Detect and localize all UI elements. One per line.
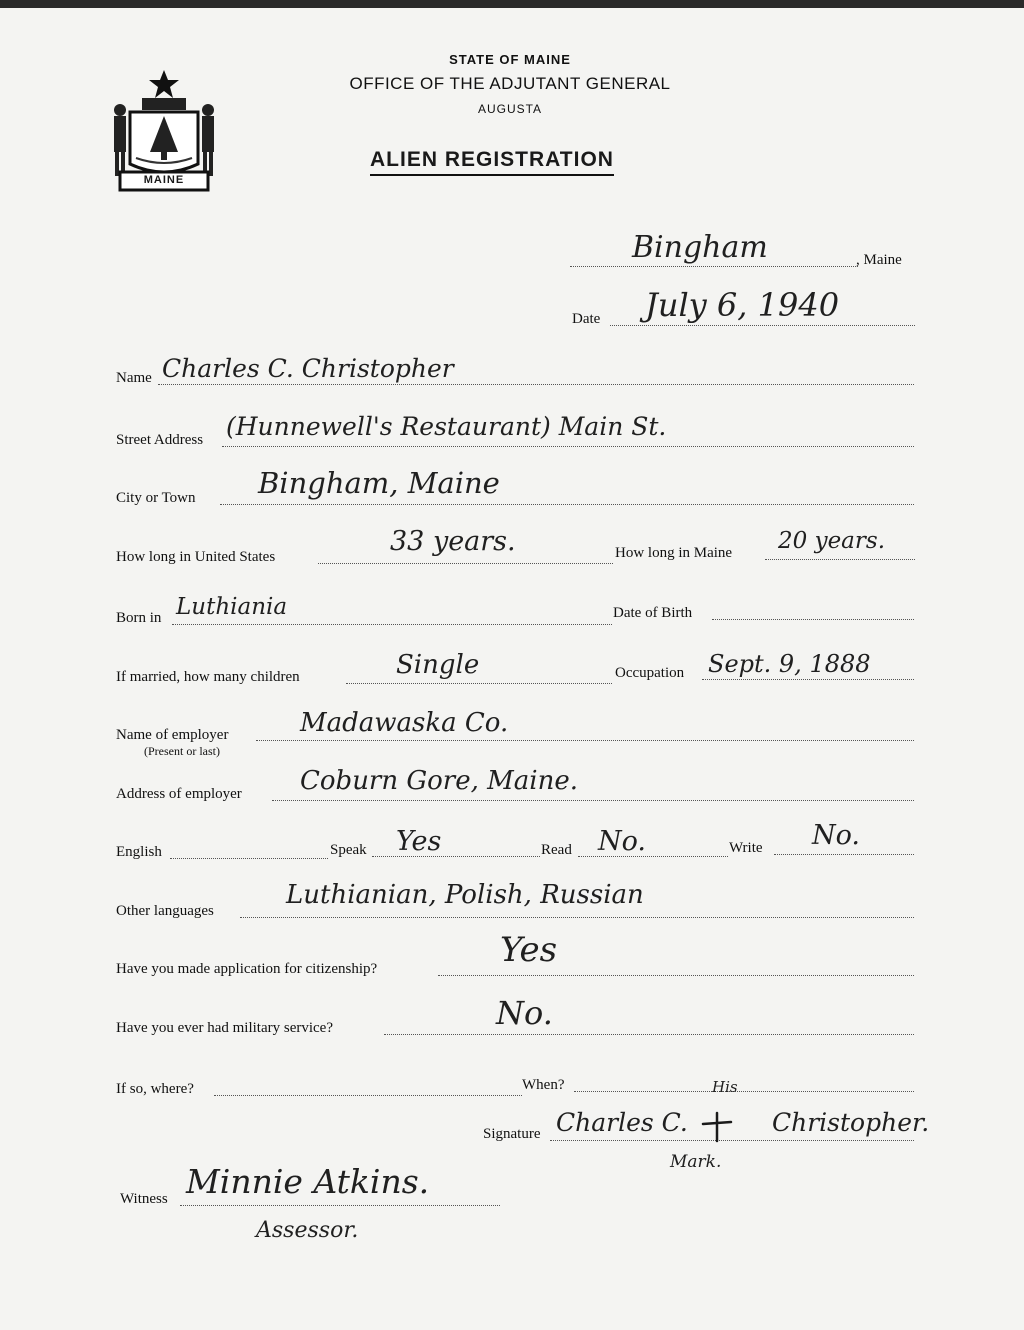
occupation-label: Occupation [615,665,685,681]
employer-line [256,740,914,741]
date-line [610,325,915,326]
witness-line [180,1205,500,1206]
signature-left: Charles C. [556,1108,688,1137]
military-label: Have you ever had military service? [116,1020,333,1036]
other-languages-label: Other languages [116,903,214,919]
signature-his: His [712,1078,738,1096]
street-line [222,446,914,447]
witness-label: Witness [120,1191,168,1207]
seal-ribbon-text: MAINE [143,174,185,186]
street-value: (Hunnewell's Restaurant) Main St. [226,412,667,441]
city-line [220,504,914,505]
name-line [158,384,914,385]
form-title: ALIEN REGISTRATION [370,148,614,176]
employer-address-value: Coburn Gore, Maine. [300,766,578,796]
born-in-label: Born in [116,610,162,626]
employer-label: Name of employer [116,727,229,743]
place-line [570,266,858,267]
where-line [214,1095,522,1096]
read-label: Read [541,842,572,858]
how-long-us-line [318,563,613,564]
english-line [170,858,328,859]
citizenship-value: Yes [500,930,558,970]
how-long-us-value: 33 years. [390,526,516,557]
children-line [346,683,612,684]
place-value: Bingham [632,230,768,265]
where-label: If so, where? [116,1081,194,1097]
other-languages-value: Luthianian, Polish, Russian [286,880,644,910]
dob-line [712,619,914,620]
date-label: Date [572,311,601,327]
english-label: English [116,844,162,860]
signature-cross-mark-icon [700,1110,734,1144]
military-line [384,1034,914,1035]
citizenship-line [438,975,914,976]
name-value: Charles C. Christopher [162,354,454,383]
write-value: No. [812,820,860,851]
how-long-maine-line [765,559,915,560]
employer-address-label: Address of employer [116,786,242,802]
dob-label: Date of Birth [613,605,693,621]
signature-right: Christopher. [772,1108,930,1137]
header-office: OFFICE OF THE ADJUTANT GENERAL [349,74,671,93]
name-label: Name [116,370,152,386]
city-label: City or Town [116,490,196,506]
when-label: When? [522,1077,565,1093]
when-line [574,1091,914,1092]
header-state: STATE OF MAINE [449,52,571,67]
witness-title: Assessor. [256,1218,359,1243]
employer-address-line [272,800,914,801]
maine-label: , Maine [856,252,902,268]
citizenship-label: Have you made application for citizenship? [116,961,378,977]
how-long-us-label: How long in United States [116,549,276,565]
occupation-value: Sept. 9, 1888 [708,650,871,678]
born-in-value: Luthiania [176,594,288,620]
occupation-line [702,679,914,680]
header-city: AUGUSTA [477,102,543,116]
employer-sublabel: (Present or last) [144,744,220,758]
how-long-maine-value: 20 years. [778,528,886,554]
street-label: Street Address [116,432,204,448]
other-languages-line [240,917,914,918]
read-value: No. [598,826,646,857]
signature-mark: Mark. [670,1152,722,1172]
born-in-line [172,624,612,625]
speak-label: Speak [330,842,367,858]
date-value: July 6, 1940 [645,286,840,324]
children-label: If married, how many children [116,669,300,685]
children-value: Single [396,650,480,680]
how-long-maine-label: How long in Maine [615,545,733,561]
city-value: Bingham, Maine [258,466,500,500]
military-value: No. [496,994,553,1032]
write-label: Write [729,840,763,856]
employer-value: Madawaska Co. [300,708,509,738]
write-line [774,854,914,855]
signature-label: Signature [483,1126,541,1142]
speak-value: Yes [396,826,442,857]
witness-value: Minnie Atkins. [186,1162,430,1201]
scan-edge [0,0,1024,8]
